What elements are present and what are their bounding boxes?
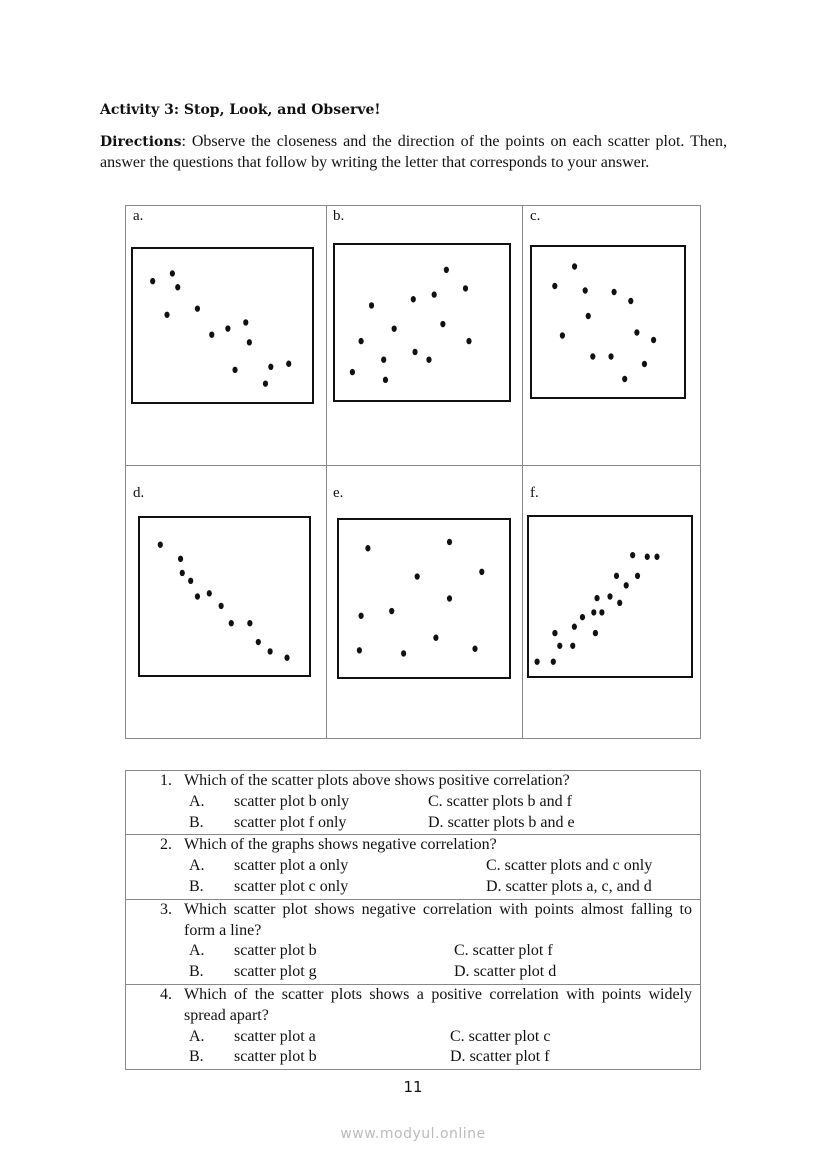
scatter-point xyxy=(286,361,291,367)
question-stem: Which scatter plot shows negative correlation with points almost falling to form a line? xyxy=(184,900,692,939)
option-choice: C. scatter plot c xyxy=(450,1027,551,1045)
scatter-point xyxy=(572,263,577,269)
scatter-point xyxy=(447,539,452,545)
option-choice: D. scatter plot d xyxy=(454,963,557,981)
scatter-point xyxy=(209,331,214,337)
scatter-point xyxy=(654,554,659,560)
scatter-point xyxy=(447,595,452,601)
option-letter: A. xyxy=(189,1027,205,1045)
scatter-point xyxy=(225,325,230,331)
scatter-plot-c xyxy=(530,245,686,399)
scatter-point xyxy=(392,326,397,332)
scatter-point xyxy=(381,357,386,363)
question-text xyxy=(126,835,692,856)
option-text: scatter plot b xyxy=(234,1048,317,1066)
option-choice: D. scatter plot f xyxy=(450,1048,550,1066)
scatter-point xyxy=(164,312,169,318)
option-letter: B. xyxy=(189,1048,204,1066)
scatter-plot-b xyxy=(333,243,511,402)
scatter-point xyxy=(628,298,633,304)
directions-text: : Observe the closeness and the direction of the points on each scatter plot. Then, answer the questions that follow by writing the letter that corresponds to your answer. xyxy=(100,133,727,171)
question-text xyxy=(126,900,692,942)
scatter-point xyxy=(188,578,193,584)
question-number: 4. xyxy=(160,985,172,1003)
plot-label-c: c. xyxy=(530,208,541,224)
activity-title: Activity 3: Stop, Look, and Observe! xyxy=(100,102,381,118)
scatter-point xyxy=(412,349,417,355)
scatter-point xyxy=(369,302,374,308)
option-choice: C. scatter plots and c only xyxy=(486,857,653,875)
questions-table xyxy=(125,770,701,1070)
question-row xyxy=(126,771,700,834)
scatter-point xyxy=(622,376,627,382)
scatter-point xyxy=(389,608,394,614)
question-number: 3. xyxy=(160,900,172,918)
scatter-point xyxy=(232,367,237,373)
scatter-point xyxy=(383,377,388,383)
scatter-point xyxy=(415,573,420,579)
plot-label-d: d. xyxy=(133,485,145,501)
option-text: scatter plot a xyxy=(234,1027,316,1045)
scatter-point xyxy=(247,339,252,345)
plot-label-a: a. xyxy=(133,208,144,224)
option-text: scatter plot b only xyxy=(234,792,350,810)
option-letter: A. xyxy=(189,792,205,810)
scatter-point xyxy=(444,267,449,273)
scatter-point xyxy=(617,600,622,606)
scatter-point xyxy=(178,556,183,562)
option-choice: C. scatter plots b and f xyxy=(428,792,572,810)
question-stem: Which of the scatter plots above shows positive correlation? xyxy=(184,772,570,789)
question-row xyxy=(126,984,700,1069)
scatter-point xyxy=(150,278,155,284)
scatter-point xyxy=(350,369,355,375)
scatter-point xyxy=(401,650,406,656)
scatter-point xyxy=(180,570,185,576)
scatter-point xyxy=(175,284,180,290)
scatter-point xyxy=(207,590,212,596)
scatter-plot-e xyxy=(337,518,511,679)
scatter-point xyxy=(635,573,640,579)
question-stem: Which of the scatter plots shows a positive correlation with points widely spread apart? xyxy=(184,985,692,1024)
option-text: scatter plot f only xyxy=(234,813,347,831)
scatter-point xyxy=(583,287,588,293)
scatter-point xyxy=(608,353,613,359)
scatter-point xyxy=(552,283,557,289)
scatter-point xyxy=(426,357,431,363)
option-text: scatter plot g xyxy=(234,963,317,981)
question-number: 2. xyxy=(160,836,172,854)
scatter-point xyxy=(607,593,612,599)
scatter-point xyxy=(535,658,540,664)
question-text xyxy=(126,771,692,792)
option-text: scatter plot a only xyxy=(234,857,349,875)
scatter-point xyxy=(557,643,562,649)
scatter-point xyxy=(591,609,596,615)
scatter-point xyxy=(594,595,599,601)
scatter-point xyxy=(359,613,364,619)
scatter-point xyxy=(284,655,289,661)
scatter-point xyxy=(552,630,557,636)
option-letter: A. xyxy=(189,942,205,960)
option-letter: B. xyxy=(189,963,204,981)
plot-label-f: f. xyxy=(530,485,539,501)
scatter-point xyxy=(263,380,268,386)
scatter-point xyxy=(645,554,650,560)
watermark: www.modyul.online xyxy=(340,1126,486,1142)
scatter-plot-f xyxy=(527,515,693,678)
scatter-point xyxy=(247,620,252,626)
scatter-point xyxy=(256,639,261,645)
scatter-point xyxy=(463,285,468,291)
option-choice: C. scatter plot f xyxy=(454,942,553,960)
option-choice: D. scatter plots a, c, and d xyxy=(486,877,652,895)
question-stem: Which of the graphs shows negative correlation? xyxy=(184,836,497,854)
directions xyxy=(100,132,727,173)
scatter-point xyxy=(359,338,364,344)
question-number: 1. xyxy=(160,772,172,789)
directions-label: Directions xyxy=(100,134,182,150)
scatter-point xyxy=(411,296,416,302)
option-letter: B. xyxy=(189,813,204,831)
scatter-point xyxy=(651,337,656,343)
option-letter: A. xyxy=(189,857,205,875)
option-text: scatter plot b xyxy=(234,942,317,960)
scatter-point xyxy=(551,658,556,664)
scatter-point xyxy=(170,270,175,276)
scatter-point xyxy=(195,593,200,599)
scatter-point xyxy=(634,329,639,335)
scatter-point xyxy=(630,552,635,558)
scatter-point xyxy=(268,648,273,654)
scatter-point xyxy=(479,569,484,575)
scatter-point xyxy=(440,321,445,327)
question-row xyxy=(126,834,700,898)
scatter-point xyxy=(570,643,575,649)
scatter-point xyxy=(357,647,362,653)
option-text: scatter plot c only xyxy=(234,877,349,895)
scatter-point xyxy=(599,609,604,615)
scatter-plot-grid xyxy=(125,205,701,739)
scatter-point xyxy=(586,313,591,319)
scatter-point xyxy=(243,319,248,325)
scatter-point xyxy=(572,624,577,630)
scatter-point xyxy=(229,620,234,626)
scatter-point xyxy=(432,291,437,297)
question-text xyxy=(126,985,692,1027)
scatter-point xyxy=(472,646,477,652)
scatter-point xyxy=(593,630,598,636)
scatter-point xyxy=(614,573,619,579)
scatter-plot-a xyxy=(131,247,314,404)
question-row xyxy=(126,899,700,984)
scatter-point xyxy=(433,635,438,641)
scatter-point xyxy=(590,353,595,359)
scatter-point xyxy=(560,332,565,338)
scatter-point xyxy=(642,361,647,367)
option-letter: B. xyxy=(189,877,204,895)
scatter-point xyxy=(580,614,585,620)
plot-label-b: b. xyxy=(333,208,345,224)
scatter-point xyxy=(624,582,629,588)
scatter-point xyxy=(268,364,273,370)
scatter-point xyxy=(195,305,200,311)
scatter-point xyxy=(365,545,370,551)
scatter-point xyxy=(611,289,616,295)
scatter-point xyxy=(219,603,224,609)
plot-label-e: e. xyxy=(333,485,344,501)
scatter-point xyxy=(158,541,163,547)
scatter-point xyxy=(466,338,471,344)
scatter-plot-d xyxy=(138,516,311,677)
page-number: 11 xyxy=(403,1078,423,1096)
option-choice: D. scatter plots b and e xyxy=(428,813,575,831)
